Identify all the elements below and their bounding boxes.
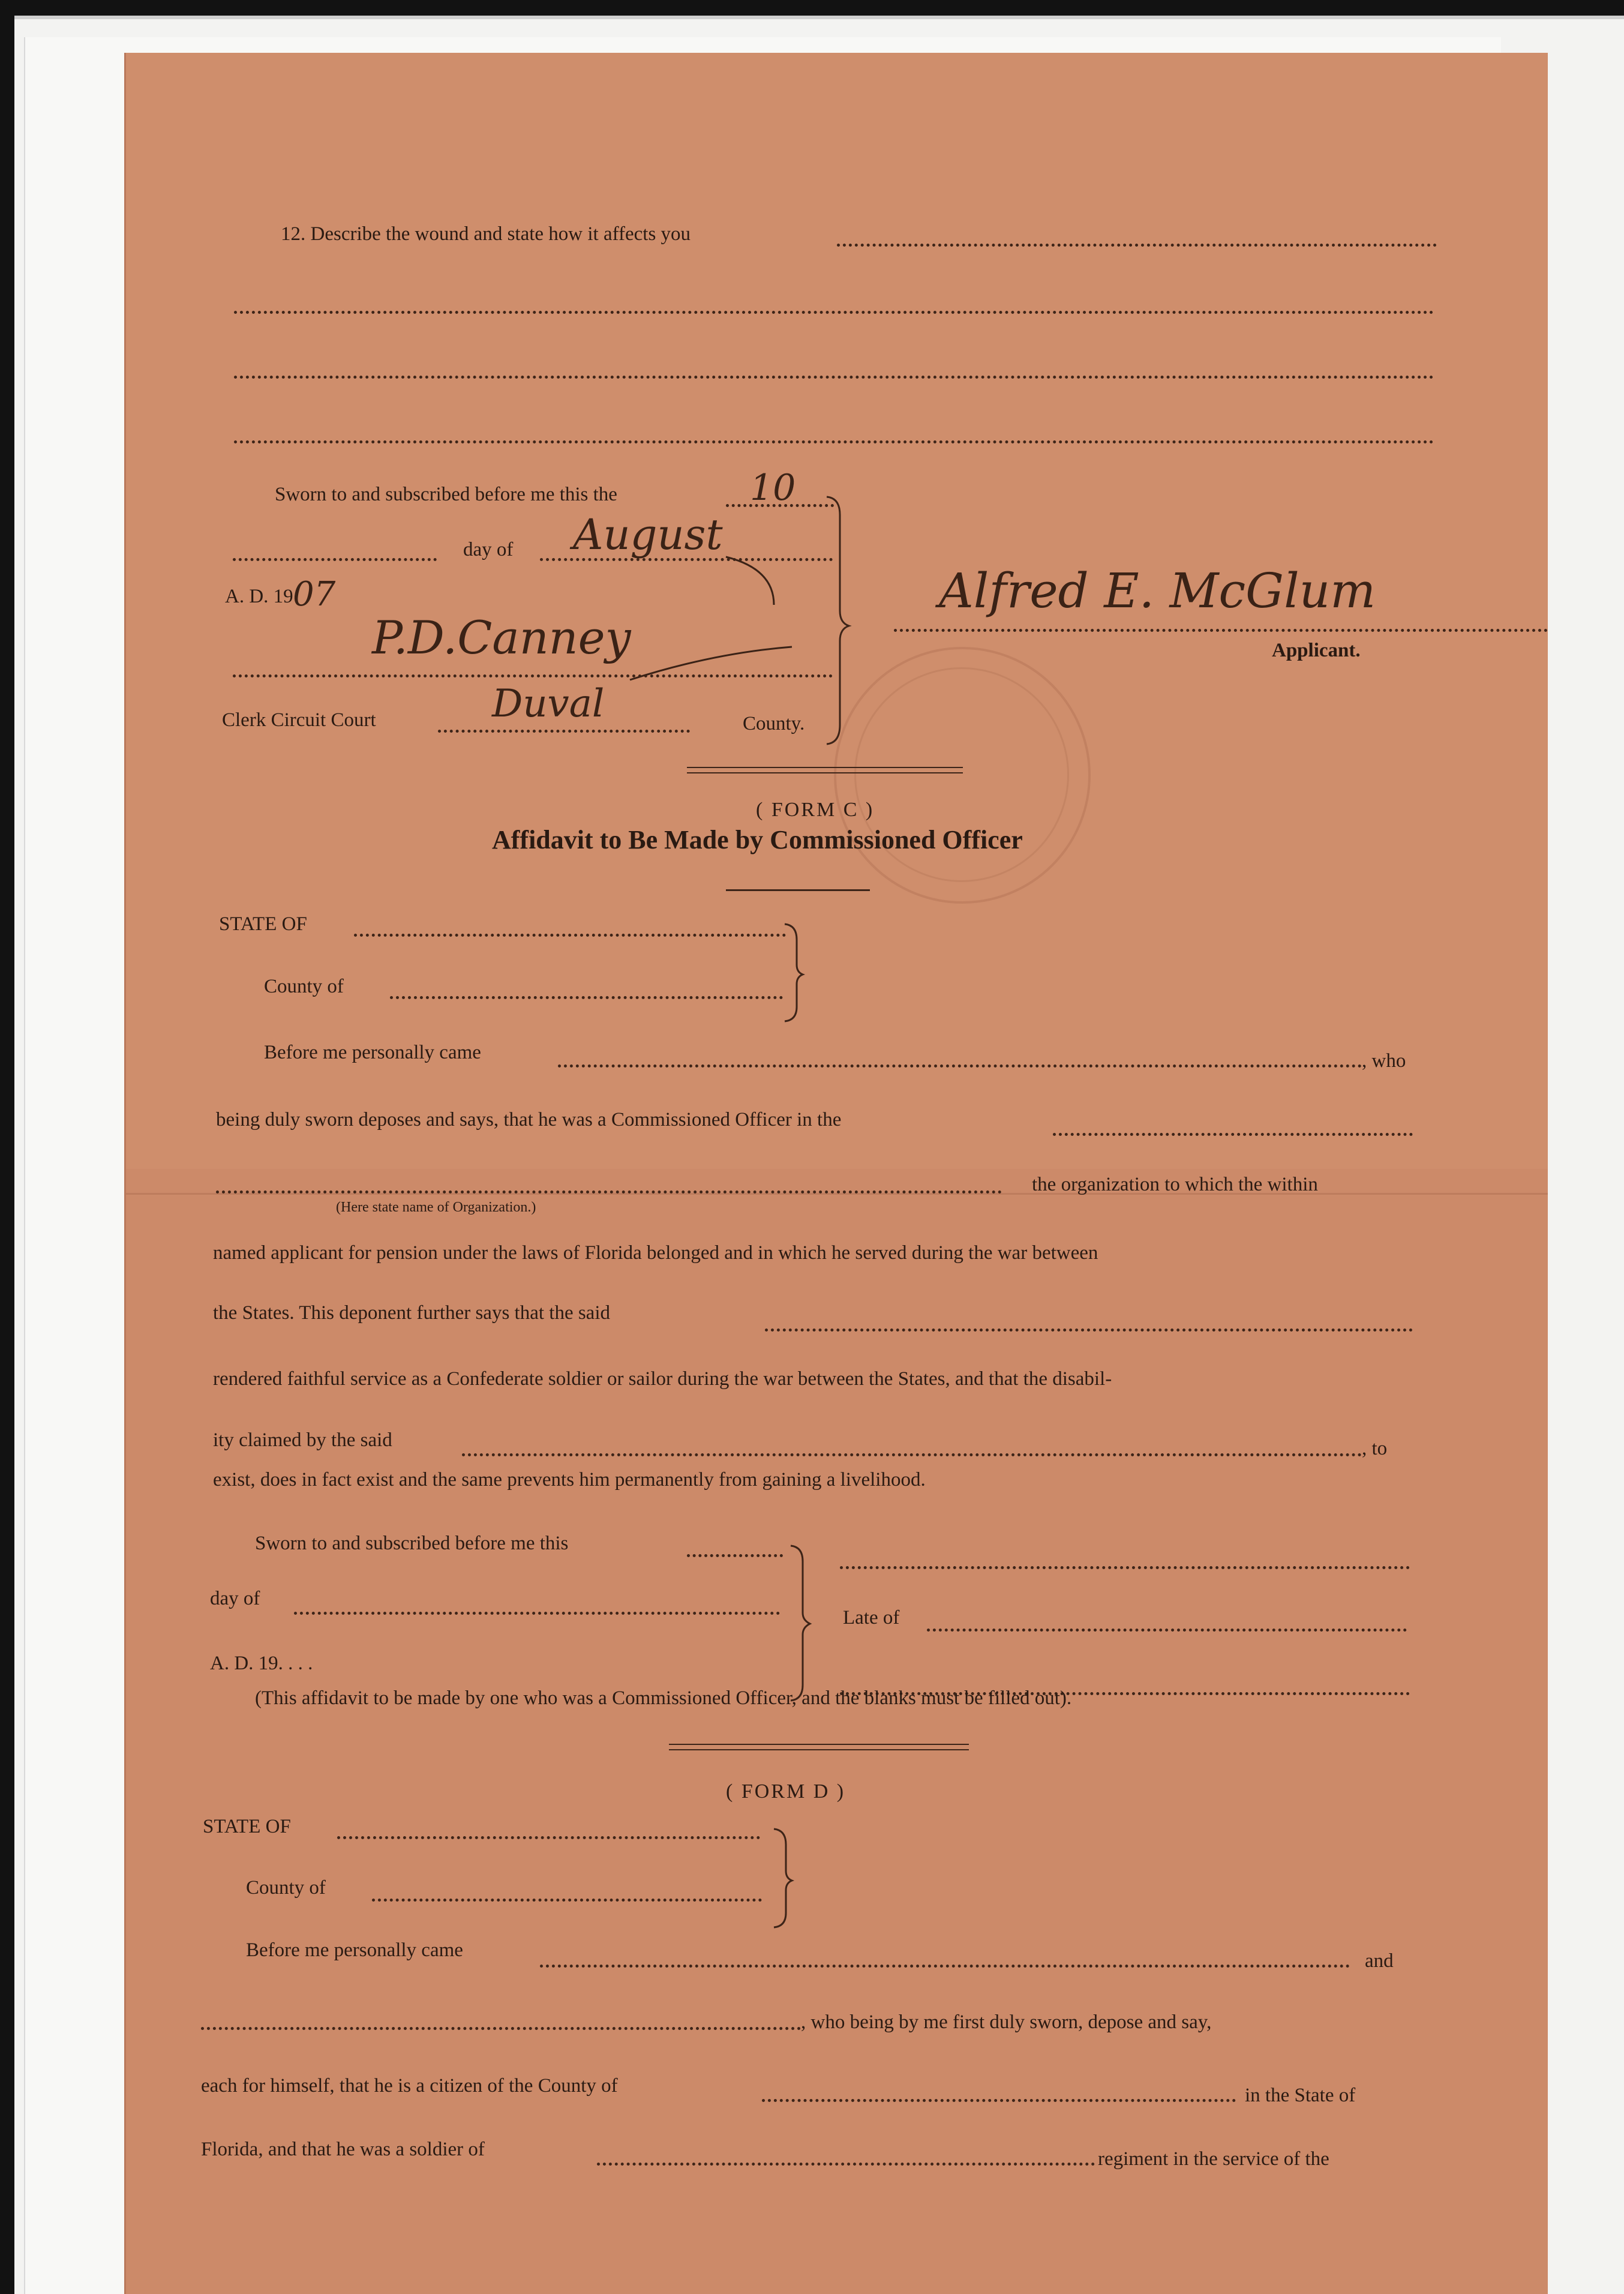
form-c-sworn-line — [687, 1554, 783, 1557]
form-c-line-2: being duly sworn deposes and says, that he was a Commissioned Officer in the — [216, 1109, 842, 1130]
form-c-state-line — [354, 934, 786, 937]
form-d-line-3: each for himself, that he is a citizen of the County of — [201, 2075, 618, 2097]
handwritten-county: Duval — [492, 682, 605, 726]
form-d-line-4-end: regiment in the service of the — [1098, 2148, 1329, 2170]
form-c-label: ( FORM C ) — [756, 799, 875, 821]
form-d-state-line — [337, 1836, 760, 1839]
form-c-said-line — [765, 1329, 1413, 1332]
form-d-regiment-line — [597, 2163, 1095, 2166]
form-d-county-label: County of — [246, 1877, 326, 1899]
form-d-label: ( FORM D ) — [726, 1780, 846, 1803]
applicant-signature-line — [894, 629, 1548, 632]
county-suffix: County. — [743, 713, 805, 734]
form-c-state-label: STATE OF — [219, 913, 307, 935]
scanner-frame-edge — [14, 16, 1624, 19]
form-d-name-line-1 — [540, 1965, 1350, 1968]
section-divider — [687, 767, 963, 773]
form-c-line-5: the States. This deponent further says that the said — [213, 1302, 610, 1324]
form-c-org-line-1 — [1053, 1133, 1413, 1136]
form-c-to: , to — [1362, 1438, 1388, 1459]
form-c-sworn: Sworn to and subscribed before me this — [255, 1533, 569, 1554]
form-d-line-4: Florida, and that he was a soldier of — [201, 2139, 485, 2160]
pension-application-page — [126, 53, 1548, 2294]
handwritten-day: 10 — [750, 467, 796, 509]
form-c-county-line — [390, 996, 783, 999]
form-c-day-line — [294, 1612, 780, 1615]
question-12-text: 12. Describe the wound and state how it affects you — [281, 223, 691, 245]
form-c-late-of: Late of — [843, 1607, 900, 1629]
title-underline — [726, 889, 870, 891]
form-c-org-note: (Here state name of Organization.) — [336, 1200, 536, 1215]
ad-label: A. D. 19 — [225, 586, 293, 607]
form-c-org-line-2 — [216, 1191, 1002, 1194]
form-c-name-line — [558, 1064, 1362, 1067]
handwritten-month: August — [573, 510, 723, 559]
form-d-county-of-line — [762, 2099, 1236, 2102]
scanner-frame-top — [0, 0, 1624, 16]
form-c-note: (This affidavit to be made by one who was a Commissioned Officer, and the blanks must be filled out). — [255, 1687, 1072, 1709]
form-c-day-of: day of — [210, 1588, 260, 1609]
day-of-label: day of — [463, 539, 514, 560]
form-d-line-3-end: in the State of — [1245, 2085, 1356, 2106]
form-c-county-label: County of — [264, 976, 344, 997]
form-d-line-2-end: , who being by me first duly sworn, depose and say, — [801, 2011, 1212, 2033]
form-c-before-me: Before me personally came — [264, 1042, 481, 1063]
form-c-line-8: exist, does in fact exist and the same prevents him permanently from gaining a livelihood. — [213, 1469, 926, 1491]
handwritten-clerk-signature: P.D.Canney — [372, 611, 631, 664]
form-c-late-of-line — [927, 1629, 1407, 1632]
form-c-who: , who — [1362, 1050, 1406, 1072]
handwritten-applicant-signature: Alfred E. McGlum — [939, 563, 1376, 619]
form-d-state-label: STATE OF — [203, 1816, 291, 1837]
applicant-label: Applicant. — [1272, 640, 1361, 661]
form-c-line-6: rendered faithful service as a Confederate soldier or sailor during the war between the States, and that the disabil- — [213, 1368, 1112, 1390]
handwritten-year: 07 — [293, 575, 336, 614]
form-d-before-me: Before me personally came — [246, 1939, 463, 1961]
form-d-county-line — [372, 1899, 762, 1902]
form-d-and: and — [1365, 1950, 1394, 1972]
form-c-end-divider — [669, 1744, 969, 1750]
form-c-line-3-end: the organization to which the within — [1032, 1174, 1318, 1195]
form-c-officer-signature-line — [840, 1566, 1410, 1569]
form-d-name-line-2 — [201, 2027, 801, 2030]
clerk-label: Clerk Circuit Court — [222, 709, 376, 731]
form-c-ad: A. D. 19. . . . — [210, 1653, 313, 1674]
scanner-frame-left — [0, 0, 14, 2294]
sworn-text: Sworn to and subscribed before me this the — [275, 484, 617, 505]
form-c-title: Affidavit to Be Made by Commissioned Officer — [492, 825, 1023, 854]
form-c-line-4: named applicant for pension under the laws of Florida belonged and in which he served during the war between — [213, 1242, 1098, 1264]
form-c-line-7: ity claimed by the said — [213, 1429, 392, 1451]
form-c-disability-line — [462, 1453, 1362, 1456]
